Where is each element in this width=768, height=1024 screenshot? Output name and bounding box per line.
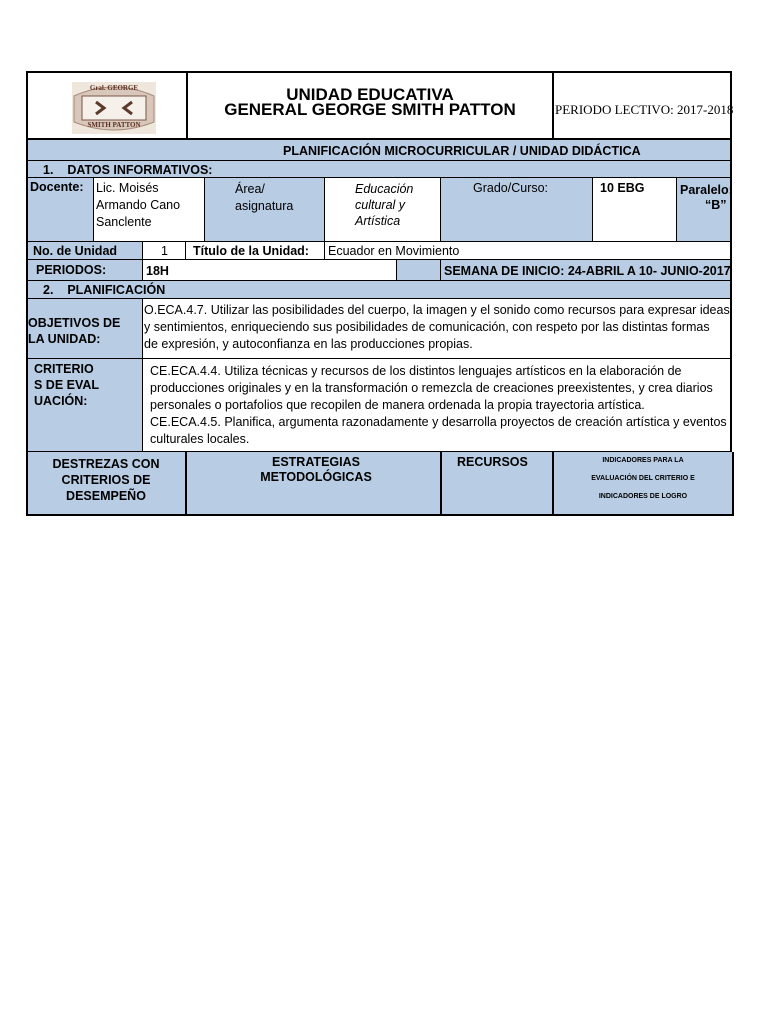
criterios-line-1: CE.ECA.4.4. Utiliza técnicas y recursos de los distintos lenguajes artísticos en la elaboración de (150, 364, 682, 378)
objetivos-label: OBJETIVOS DE LA UNIDAD: (28, 316, 121, 346)
semana-inicio: SEMANA DE INICIO: 24-ABRIL A 10- JUNIO-2017 (444, 264, 731, 278)
logo-text-bottom: SMITH PATTON (87, 121, 141, 129)
docente-label: Docente: (30, 180, 84, 194)
criterios-line-2: producciones originales y en la transformación o remezcla de creaciones preexistentes, y crea diarios (150, 381, 713, 395)
periodos-empty-cell (397, 260, 441, 281)
grado-value: 10 EBG (600, 181, 645, 195)
paralelo-label: Paralelo: (680, 183, 733, 197)
logo-text-top: Gral. GEORGE (89, 84, 139, 92)
periodos-label: PERIODOS: (36, 263, 107, 277)
school-title-line2: GENERAL GEORGE SMITH PATTON (224, 100, 516, 119)
titulo-label: Título de la Unidad: (193, 244, 309, 258)
unidad-label: No. de Unidad (33, 244, 118, 258)
planificacion-section-heading: 2. PLANIFICACIÓN (43, 283, 166, 297)
paralelo-value: “B” (705, 198, 727, 212)
periodo-lectivo: PERIODO LECTIVO: 2017-2018 (555, 102, 734, 117)
docente-value: Lic. Moisés Armando Cano Sanclente (96, 181, 181, 229)
criterios-line-4: CE.ECA.4.5. Planifica, argumenta razonadamente y desarrolla proyectos de creación artística y eventos (150, 415, 727, 429)
estrategias-header: ESTRATEGIAS METODOLÓGICAS (260, 455, 372, 484)
indicadores-header: INDICADORES PARA LA EVALUACIÓN DEL CRITERIO E INDICADORES DE LOGRO (591, 457, 695, 500)
destrezas-header: DESTREZAS CON CRITERIOS DE DESEMPEÑO (52, 457, 160, 503)
criterios-line-5: culturales locales. (150, 432, 250, 446)
plan-title: PLANIFICACIÓN MICROCURRICULAR / UNIDAD DIDÁCTICA (283, 144, 641, 158)
recursos-header: RECURSOS (457, 455, 528, 469)
school-title-line1: UNIDAD EDUCATIVA (286, 85, 454, 104)
criterios-line-3: personales o portafolios que recopilen de manera ordenada la propia trayectoria artística. (150, 398, 645, 412)
area-value: Educación cultural y Artística (355, 182, 414, 228)
periodos-value-cell (143, 260, 397, 281)
grado-label: Grado/Curso: (473, 181, 549, 195)
titulo-value: Ecuador en Movimiento (328, 244, 460, 258)
area-label: Área/ asignatura (235, 182, 294, 213)
objetivos-line-2: y sentimientos, enriqueciendo sus posibilidades de comunicación, con respeto por las distintas formas (144, 320, 710, 334)
unidad-value: 1 (161, 244, 168, 258)
criterios-label: CRITERIOS DE EVALUACIÓN: (34, 362, 100, 408)
header-divider-2 (552, 71, 554, 140)
objetivos-line-3: de expresión, y autoconfianza en las producciones propias. (144, 337, 473, 351)
periodos-value: 18H (146, 264, 169, 278)
objetivos-line-1: O.ECA.4.7. Utilizar las posibilidades del cuerpo, la imagen y el sonido como recursos para expresar ideas (144, 303, 730, 317)
datos-section-heading: 1. DATOS INFORMATIVOS: (43, 163, 213, 177)
